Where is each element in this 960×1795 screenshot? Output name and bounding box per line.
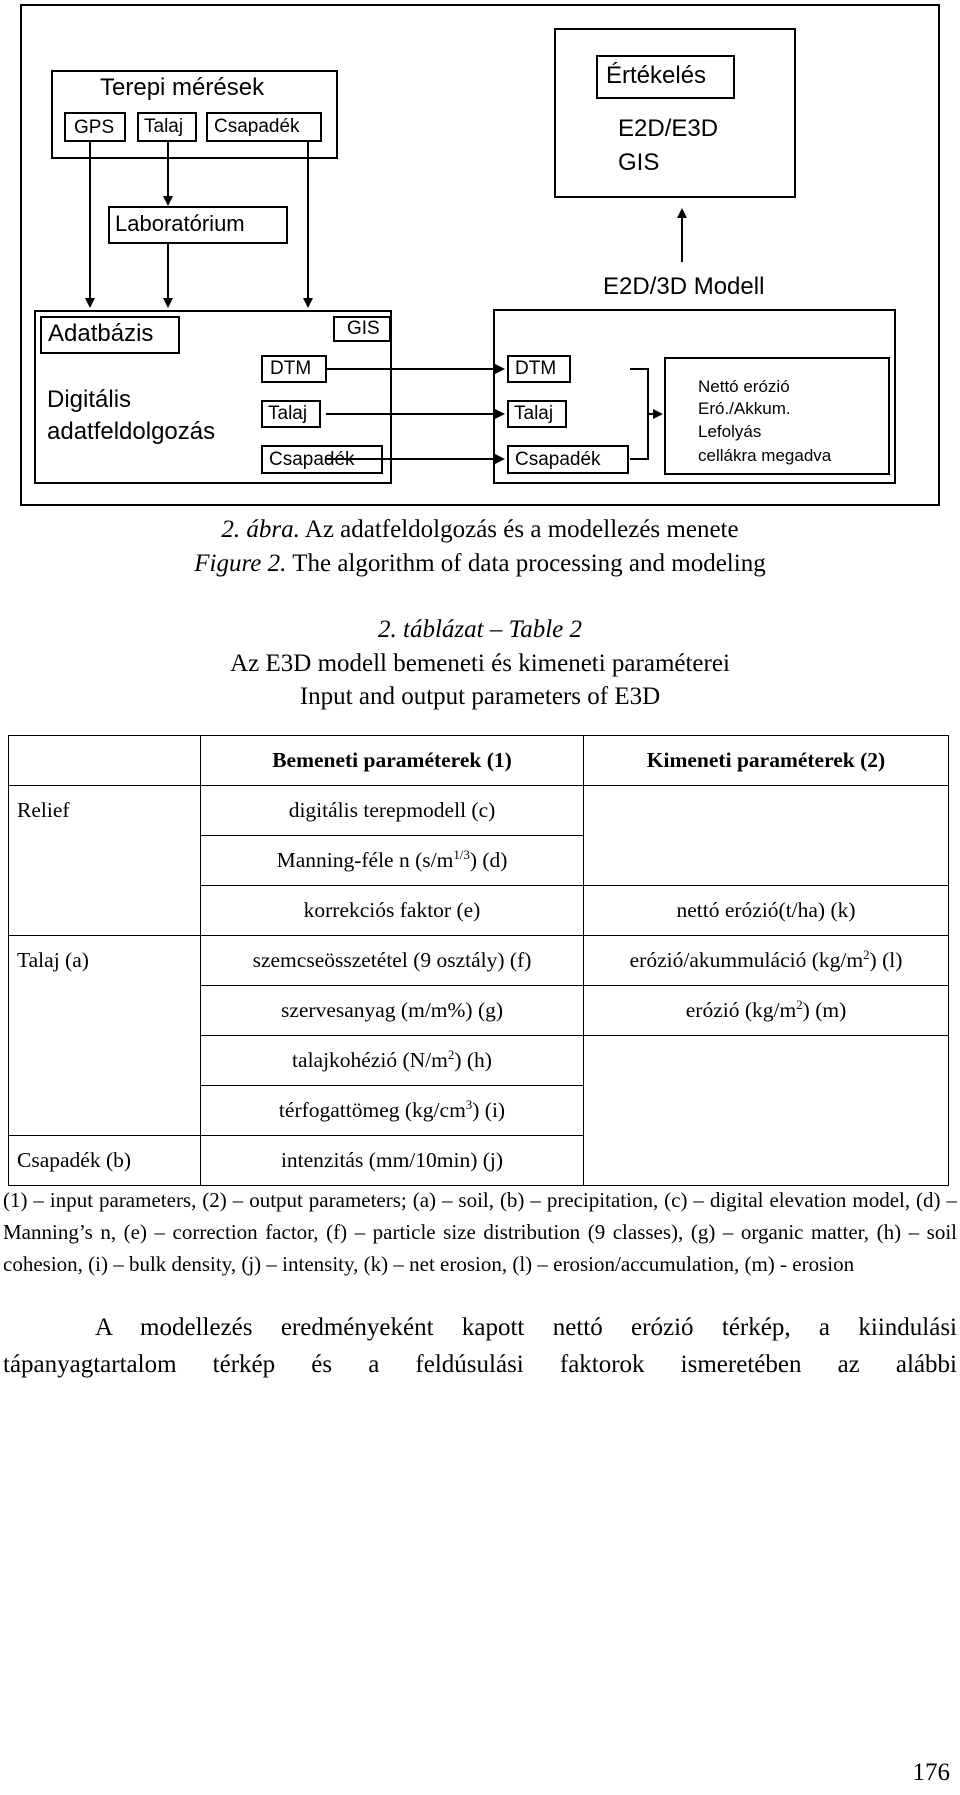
erac-sup: 2 bbox=[863, 947, 870, 962]
row-label-relief: Relief bbox=[9, 786, 201, 836]
bulk-post: ) (i) bbox=[472, 1098, 506, 1123]
talaj-label-model: Talaj bbox=[514, 403, 554, 424]
output-erosion-accumulation bbox=[584, 936, 949, 986]
erac-post: ) (l) bbox=[869, 948, 903, 973]
evaluation-line1: E2D/E3D bbox=[618, 115, 719, 142]
bulk-sup: 3 bbox=[465, 1097, 473, 1112]
parameters-table bbox=[8, 735, 949, 1186]
input-bulk-density bbox=[201, 1086, 584, 1136]
input-organic: szervesanyag (m/m%) (g) bbox=[201, 986, 584, 1036]
output-empty bbox=[584, 1086, 949, 1136]
cohesion-post: ) (h) bbox=[454, 1048, 492, 1073]
row-label-csapadek: Csapadék (b) bbox=[9, 1136, 201, 1186]
row-label-empty bbox=[9, 986, 201, 1036]
result-line-3: Lefolyás bbox=[698, 422, 762, 441]
gis-label: GIS bbox=[347, 318, 380, 339]
output-empty bbox=[584, 836, 949, 886]
bulk-text: térfogattömeg (kg/cm bbox=[278, 1098, 466, 1123]
output-empty bbox=[584, 786, 949, 836]
field-title: Terepi mérések bbox=[100, 74, 265, 101]
manning-post: ) (d) bbox=[469, 848, 508, 873]
figure-caption-hu bbox=[0, 517, 960, 542]
header-outputs: Kimeneti paraméterek (2) bbox=[584, 736, 949, 786]
row-label-empty bbox=[9, 1086, 201, 1136]
row-label-empty bbox=[9, 1036, 201, 1086]
table-row bbox=[9, 786, 949, 836]
manning-sup: 1/3 bbox=[453, 847, 470, 862]
er-post: ) (m) bbox=[802, 998, 847, 1023]
gps-label: GPS bbox=[74, 117, 115, 138]
table-row bbox=[9, 886, 949, 936]
table-caption-line3: Input and output parameters of E3D bbox=[299, 683, 661, 710]
evaluation-title: Értékelés bbox=[606, 62, 707, 89]
evaluation-line2: GIS bbox=[618, 149, 660, 176]
row-label-empty bbox=[9, 836, 201, 886]
laboratory-label: Laboratórium bbox=[115, 211, 245, 236]
header-inputs: Bemeneti paraméterek (1) bbox=[201, 736, 584, 786]
talaj-field-label: Talaj bbox=[144, 116, 184, 137]
paragraph-line-2: tápanyagtartalom térkép és a feldúsulási faktorok ismeretében az alábbi bbox=[3, 1351, 957, 1378]
body-paragraph bbox=[3, 1309, 957, 1383]
output-net-erosion: nettó erózió(t/ha) (k) bbox=[584, 886, 949, 936]
csapadek-label-left: Csapadék bbox=[269, 449, 355, 470]
paragraph-line-1: A modellezés eredményeként kapott nettó erózió térkép, a kiindulási bbox=[95, 1314, 957, 1341]
figure-caption-en-text: The algorithm of data processing and modeling bbox=[286, 550, 766, 577]
row-label-talaj: Talaj (a) bbox=[9, 936, 201, 986]
table-row bbox=[9, 1136, 949, 1186]
figure-caption-en-prefix: Figure 2. bbox=[194, 550, 287, 577]
digitalis-line1: Digitális bbox=[47, 386, 132, 413]
adatbazis-title: Adatbázis bbox=[48, 320, 154, 347]
er-text: erózió (kg/m bbox=[685, 998, 797, 1023]
figure-caption-en bbox=[0, 551, 960, 576]
output-erosion bbox=[584, 986, 949, 1036]
csapadek-label-model: Csapadék bbox=[515, 449, 601, 470]
table-row bbox=[9, 1086, 949, 1136]
table-row bbox=[9, 936, 949, 986]
input-manning bbox=[201, 836, 584, 886]
input-grain: szemcseösszetétel (9 osztály) (f) bbox=[201, 936, 584, 986]
table-row bbox=[9, 836, 949, 886]
table-caption-line1: 2. táblázat – Table 2 bbox=[378, 616, 582, 643]
row-label-empty bbox=[9, 886, 201, 936]
cohesion-text: talajkohézió (N/m bbox=[292, 1048, 448, 1073]
input-dem: digitális terepmodell (c) bbox=[201, 786, 584, 836]
table-caption-line2: Az E3D modell bemeneti és kimeneti paraméterei bbox=[230, 650, 730, 677]
table-row bbox=[9, 1036, 949, 1086]
header-empty bbox=[9, 736, 201, 786]
result-line-4: cellákra megadva bbox=[698, 446, 832, 465]
table-notes: (1) – input parameters, (2) – output parameters; (a) – soil, (b) – precipitation, (c) – digital elevation model, (d) – Manning’s n, (e) – correction factor, (f) – particle size distribution (9 classes), (g) – organic matter, (h) – soil cohesion, (i) – bulk density, (j) – intensity, (k) – net erosion, (l) – erosion/accumulation, (m) - erosion bbox=[3, 1188, 957, 1276]
input-correction: korrekciós faktor (e) bbox=[201, 886, 584, 936]
figure-caption-hu-text: Az adatfeldolgozás és a modellezés menete bbox=[299, 516, 739, 543]
input-cohesion bbox=[201, 1036, 584, 1086]
result-line-2: Eró./Akkum. bbox=[698, 399, 791, 418]
result-line-1: Nettó erózió bbox=[698, 377, 790, 396]
dtm-label-model: DTM bbox=[515, 358, 557, 379]
page-number: 176 bbox=[912, 1759, 950, 1786]
output-empty bbox=[584, 1036, 949, 1086]
er-sup: 2 bbox=[796, 997, 803, 1012]
output-empty bbox=[584, 1136, 949, 1186]
table-header-row bbox=[9, 736, 949, 786]
cohesion-sup: 2 bbox=[447, 1047, 455, 1062]
evaluation-box bbox=[554, 28, 796, 198]
table-row bbox=[9, 986, 949, 1036]
digitalis-line2: adatfeldolgozás bbox=[47, 418, 216, 445]
manning-text: Manning-féle n (s/m bbox=[276, 848, 454, 873]
talaj-label-left: Talaj bbox=[268, 403, 308, 424]
figure-caption-hu-prefix: 2. ábra. bbox=[221, 516, 300, 543]
input-intensity: intenzitás (mm/10min) (j) bbox=[201, 1136, 584, 1186]
dtm-label-left: DTM bbox=[270, 358, 312, 379]
erac-text: erózió/akummuláció (kg/m bbox=[629, 948, 864, 973]
csapadek-field-label: Csapadék bbox=[214, 116, 300, 137]
model-label: E2D/3D Modell bbox=[603, 273, 765, 300]
